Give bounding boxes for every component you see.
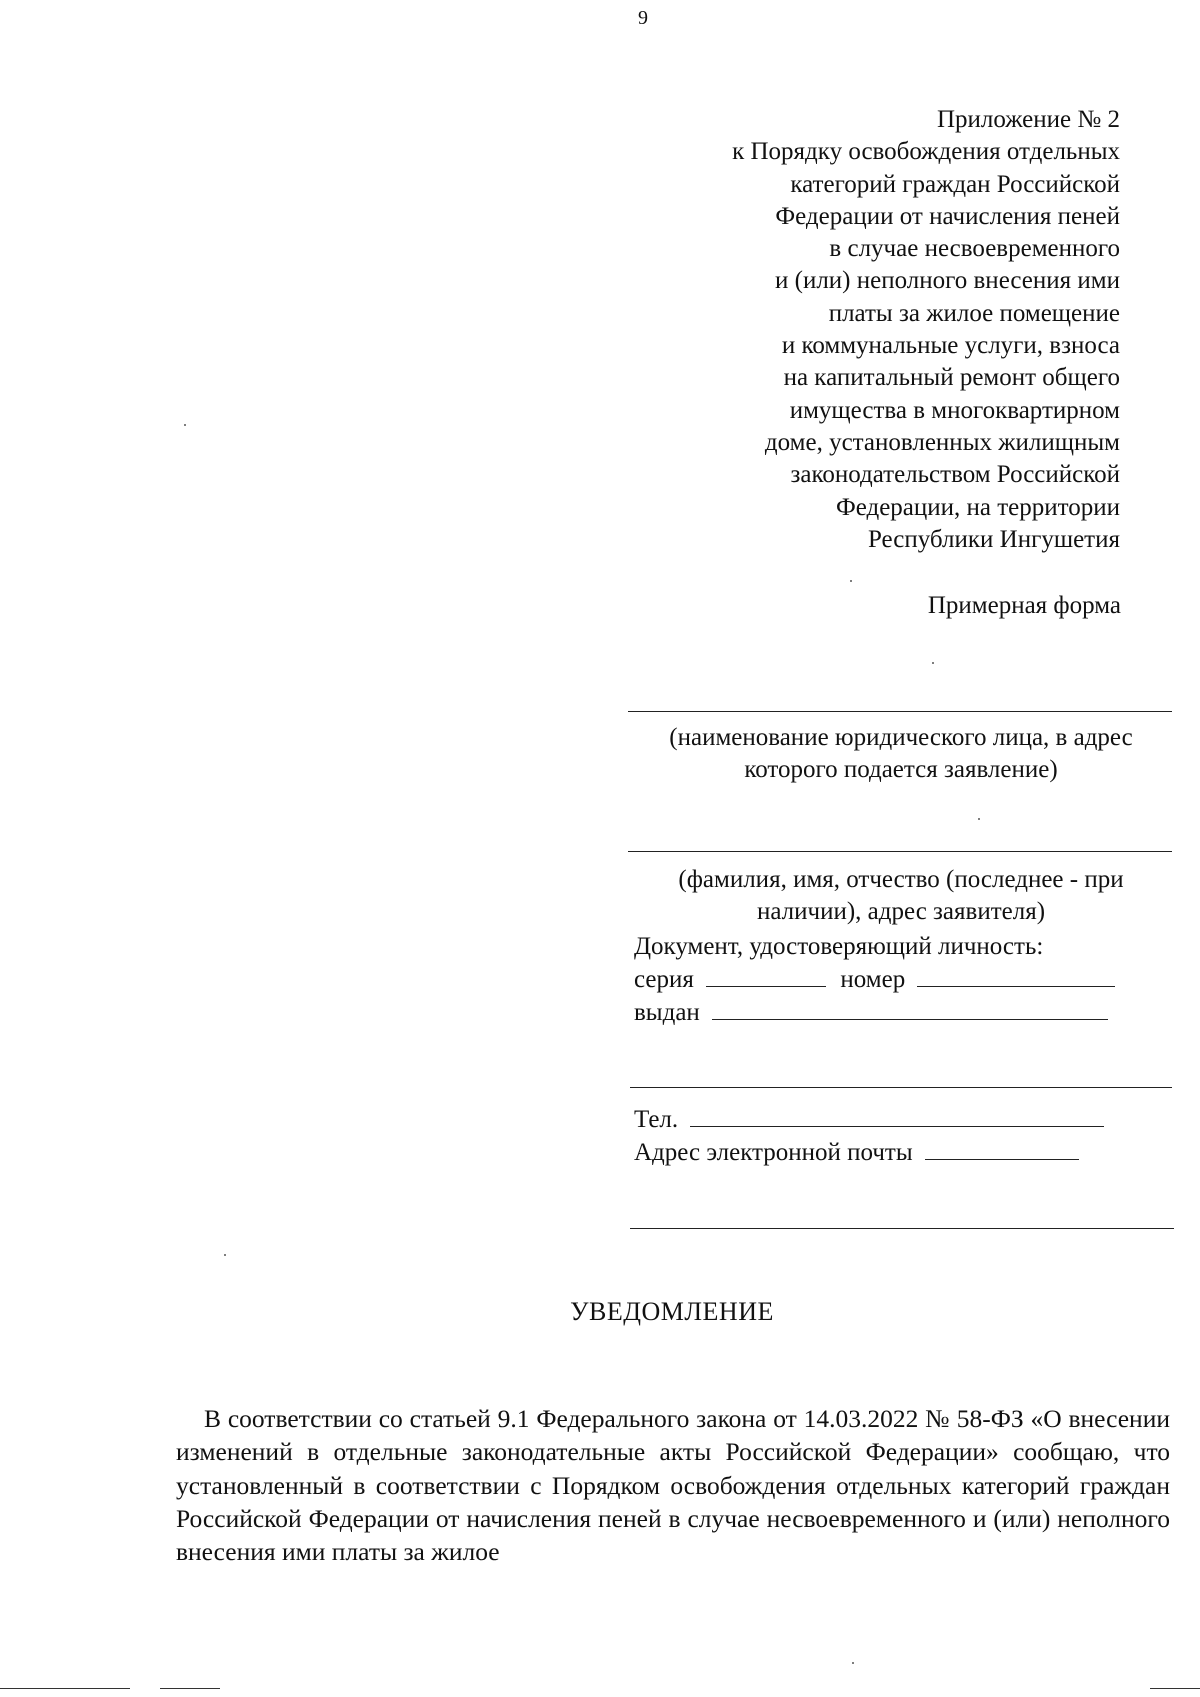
- scan-speck: [224, 1254, 226, 1256]
- email-field[interactable]: [925, 1137, 1079, 1160]
- scan-speck: [978, 818, 980, 820]
- scan-speck: [852, 1662, 854, 1664]
- id-document-fields: [634, 930, 1115, 1029]
- annex-line: платы за жилое помещение: [828, 299, 1120, 327]
- recipient-caption-line: которого подается заявление): [744, 756, 1058, 783]
- annex-line: Приложение № 2: [936, 106, 1120, 133]
- notice-body-paragraph: В соответствии со статьей 9.1 Федерального закона от 14.03.2022 № 58-ФЗ «О внесении изменений в отдельные законодательные акты Российской Федерации» сообщаю, что установленный в соответствии с Порядком освобождения отдельных категорий граждан Российской Федерации от начисления пеней в случае несвоевременного и (или) неполного внесения ими платы за жилое: [176, 1404, 1170, 1567]
- scan-speck: [850, 580, 852, 582]
- issued-label: выдан: [634, 999, 700, 1026]
- annex-line: Республики Ингушетия: [867, 525, 1120, 553]
- annex-line: доме, установленных жилищным: [764, 428, 1120, 456]
- applicant-caption-line: наличии), адрес заявителя): [756, 898, 1046, 925]
- phone-row: [634, 1103, 1104, 1136]
- phone-label: Тел.: [634, 1106, 679, 1133]
- annex-line: на капитальный ремонт общего: [783, 364, 1120, 392]
- annex-line: категорий граждан Российской: [790, 170, 1120, 198]
- bottom-scan-line: [0, 1688, 130, 1689]
- applicant-name-line: [628, 851, 1172, 852]
- contacts-bottom-line: [630, 1228, 1174, 1229]
- bottom-scan-line: [160, 1688, 220, 1689]
- recipient-caption: [630, 722, 1172, 786]
- email-label: Адрес электронной почты: [634, 1139, 913, 1166]
- number-field[interactable]: [917, 964, 1115, 987]
- annex-line: имущества в многоквартирном: [789, 396, 1120, 424]
- annex-line: Федерации, на территории: [835, 493, 1120, 521]
- document-heading: УВЕДОМЛЕНИЕ: [570, 1297, 774, 1326]
- annex-line: к Порядку освобождения отдельных: [732, 138, 1120, 166]
- applicant-caption-line: (фамилия, имя, отчество (последнее - при: [678, 866, 1124, 893]
- contact-fields: [634, 1103, 1104, 1169]
- scan-speck: [932, 662, 934, 664]
- id-document-label: Документ, удостоверяющий личность:: [634, 933, 1044, 960]
- number-label: номер: [840, 966, 906, 993]
- annex-line: в случае несвоевременного: [829, 235, 1120, 263]
- annex-heading-block: [560, 104, 1120, 556]
- issued-row: [634, 996, 1115, 1029]
- page-number-mark: 9: [638, 7, 648, 29]
- series-number-row: [634, 963, 1115, 996]
- annex-line: и (или) неполного внесения ими: [774, 267, 1120, 295]
- series-label: серия: [634, 966, 694, 993]
- sample-form-label: Примерная форма: [927, 592, 1121, 619]
- scan-speck: [184, 424, 186, 426]
- recipient-caption-line: (наименование юридического лица, в адрес: [669, 724, 1133, 751]
- issued-field[interactable]: [712, 997, 1108, 1020]
- email-row: [634, 1136, 1104, 1169]
- series-field[interactable]: [706, 964, 826, 987]
- recipient-name-line: [628, 711, 1172, 712]
- phone-field[interactable]: [690, 1104, 1104, 1127]
- annex-line: и коммунальные услуги, взноса: [781, 332, 1120, 360]
- annex-line: Федерации от начисления пеней: [775, 202, 1120, 230]
- applicant-extra-line: [630, 1087, 1172, 1088]
- annex-line: законодательством Российской: [790, 461, 1120, 489]
- applicant-caption: [630, 864, 1172, 928]
- bottom-scan-line: [1150, 1688, 1200, 1689]
